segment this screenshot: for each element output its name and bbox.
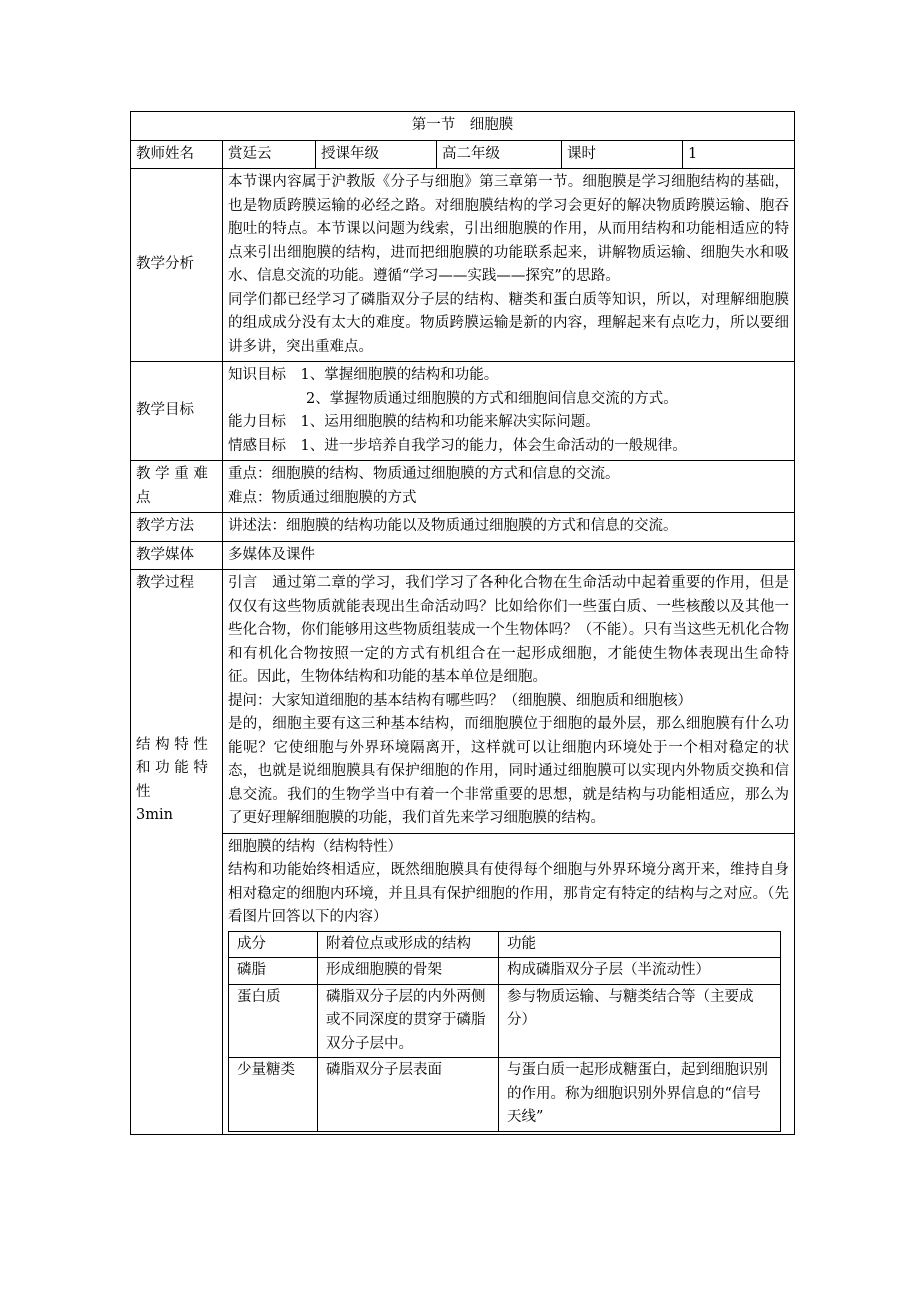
function-cell: 与蛋白质一起形成糖蛋白，起到细胞识别的作用。称为细胞识别外界信息的“信号天线” [499,1058,781,1132]
process-side-label: 结 构 特 性 和 功 能 特 性 [136,736,208,800]
location-header: 附着位点或形成的结构 [318,931,499,958]
keypoints-label: 教 学 重 难 点 [131,461,223,513]
location-cell: 磷脂双分子层的内外两侧或不同深度的贯穿于磷脂双分子层中。 [318,984,499,1058]
structure-content [223,833,795,1134]
grade-label: 授课年级 [316,140,437,169]
component-cell: 蛋白质 [229,984,318,1058]
goal-ability: 能力目标 1、运用细胞膜的结构和功能来解决实际问题。 [228,414,600,430]
analysis-label: 教学分析 [131,169,223,362]
difficult-point: 难点：物质通过细胞膜的方式 [228,489,417,506]
goal-knowledge-2: 2、掌握物质通过细胞膜的方式和细胞间信息交流的方式。 [306,390,678,407]
structure-row [131,833,795,1134]
teacher-name: 赏廷云 [223,140,316,169]
process-question: 提问：大家知道细胞的基本结构有哪些吗？（细胞膜、细胞质和细胞核） [228,692,692,709]
process-answer: 是的，细胞主要有这三种基本结构，而细胞膜位于细胞的最外层，那么细胞膜有什么功能呢？它使细胞与外界环境隔离开，这样就可以让细胞内环境处于一个相对稳定的状态，也就是说细胞膜具有保护细胞的作用，同时通过细胞膜可以实现内外物质交换和信息交流。我们的生物学当中有着一个非常重要的思想，就是结构与功能相适应，那么为了更好理解细胞膜的功能，我们首先来学习细胞膜的结构。 [228,716,789,826]
grade-value: 高二年级 [437,140,562,169]
table-row [229,958,781,985]
method-label: 教学方法 [131,513,223,542]
teacher-label: 教师姓名 [131,140,223,169]
function-header: 功能 [499,931,781,958]
title-row [131,112,795,141]
media-value: 多媒体及课件 [223,541,795,570]
component-table [228,931,781,1132]
key-point: 重点：细胞膜的结构、物质通过细胞膜的方式和信息的交流。 [228,466,620,482]
goals-label: 教学目标 [131,362,223,461]
hours-label: 课时 [562,140,683,169]
component-header: 成分 [229,931,318,958]
component-cell: 磷脂 [229,958,318,985]
location-cell: 磷脂双分子层表面 [318,1058,499,1132]
analysis-paragraph-1: 本节课内容属于沪教版《分子与细胞》第三章第一节。细胞膜是学习细胞结构的基础，也是物质跨膜运输的必经之路。对细胞膜结构的学习会更好的解决物质跨膜运输、胞吞胞吐的特点。本节课以问题为线索，引出细胞膜的作用，从而用结构和功能相适应的特点来引出细胞膜的结构，进而把细胞膜的功能联系起来，讲解物质运输、细胞失水和吸水、信息交流的功能。遵循“学习——实践——探究”的思路。 [228,174,789,284]
process-row [131,570,795,834]
method-row [131,513,795,542]
function-cell: 构成磷脂双分子层（半流动性） [499,958,781,985]
component-cell: 少量糖类 [229,1058,318,1132]
process-label-cell [131,570,223,1135]
process-content [223,570,795,834]
location-cell: 形成细胞膜的骨架 [318,958,499,985]
process-label: 教学过程 [136,575,194,591]
method-value: 讲述法：细胞膜的结构功能以及物质通过细胞膜的方式和信息的交流。 [223,513,795,542]
process-intro: 引言 通过第二章的学习，我们学习了各种化合物在生命活动中起着重要的作用，但是仅仅有这些物质就能表现出生命活动吗？比如给你们一些蛋白质、一些核酸以及其他一些化合物，你们能够用这些物质组装成一个生物体吗？（不能）。只有当这些无机化合物和有机化合物按照一定的方式有机组合在一起形成细胞，才能使生物体表现出生命特征。因此，生物体结构和功能的基本单位是细胞。 [228,575,789,685]
structure-title: 细胞膜的结构（结构特性） [228,838,402,855]
hours-value: 1 [683,140,795,169]
table-row [229,1058,781,1132]
lesson-plan-sheet [130,111,794,1135]
goal-emotion: 情感目标 1、进一步培养自我学习的能力，体会生命活动的一般规律。 [228,437,687,454]
media-label: 教学媒体 [131,541,223,570]
process-time: 3min [136,807,173,823]
structure-text: 结构和功能始终相适应，既然细胞膜具有使得每个细胞与外界环境分离开来，维持自身相对稳定的细胞内环境，并且具有保护细胞的作用，那肯定有特定的结构与之对应。（先看图片回答以下的内容） [228,862,789,925]
goal-knowledge-1: 知识目标 1、掌握细胞膜的结构和功能。 [228,367,499,383]
page-title: 第一节 细胞膜 [131,112,795,141]
analysis-paragraph-2: 同学们都已经学习了磷脂双分子层的结构、糖类和蛋白质等知识，所以，对理解细胞膜的组成成分没有太大的难度。物质跨膜运输是新的内容，理解起来有点吃力，所以要细讲多讲，突出重难点。 [228,291,789,355]
media-row [131,541,795,570]
keypoints-content [223,461,795,513]
lesson-plan-table [130,111,795,1135]
goals-content [223,362,795,461]
keypoints-row [131,461,795,513]
component-header-row [229,931,781,958]
analysis-content [223,169,795,362]
goals-row [131,362,795,461]
header-row [131,140,795,169]
function-cell: 参与物质运输、与糖类结合等（主要成分） [499,984,781,1058]
table-row [229,984,781,1058]
analysis-row [131,169,795,362]
